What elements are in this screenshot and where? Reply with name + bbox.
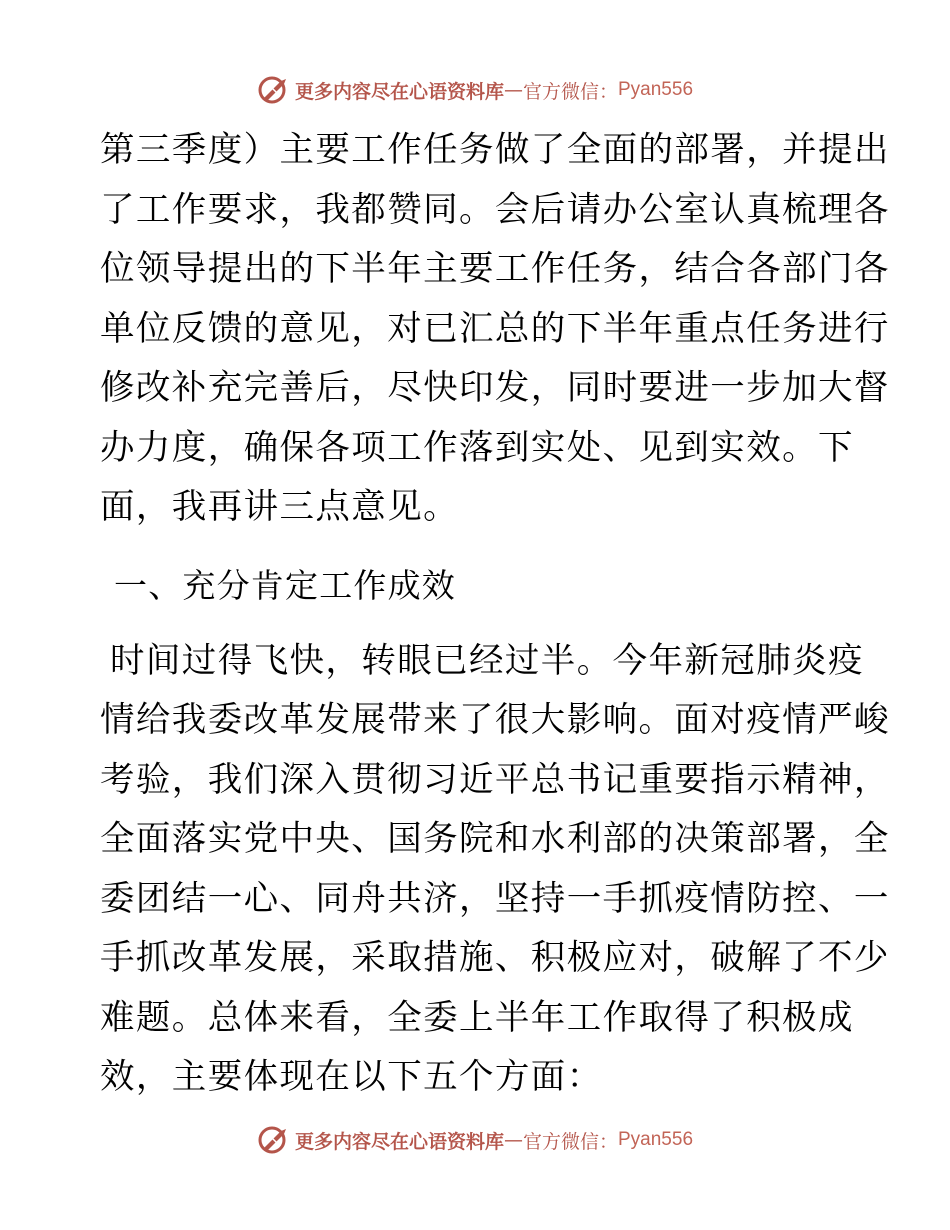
section-heading: 一、充分肯定工作成效 [114,565,456,605]
pen-logo-icon [257,73,291,107]
banner-wechat-label: 官方微信： [522,1130,618,1153]
paragraph-2 [100,632,890,1108]
text-line: 修改补充完善后，尽快印发，同时要进一步加大督 [100,368,890,408]
banner-wechat-label: 官方微信： [522,80,618,103]
banner-title: 更多内容尽在心语资料库 [294,80,504,103]
text-line: 面，我再讲三点意见。 [100,487,459,527]
text-line: 位领导提出的下半年主要工作任务，结合各部门各 [100,249,890,289]
text-line: 办力度，确保各项工作落到实处、见到实效。下 [100,427,854,468]
banner-wechat-id: Pyan556 [618,1129,694,1150]
text-line: 了工作要求，我都赞同。会后请办公室认真梳理各 [100,189,890,230]
text-line: 单位反馈的意见，对已汇总的下半年重点任务进行 [100,308,890,349]
text-line: 难题。总体来看，全委上半年工作取得了积极成 [100,997,854,1038]
banner-title: 更多内容尽在心语资料库 [294,1130,504,1153]
header-banner [0,70,950,110]
text-line: 情给我委改革发展带来了很大影响。面对疫情严峻 [100,700,890,740]
text-line: 委团结一心、同舟共济，坚持一手抓疫情防控、一 [100,878,890,919]
banner-separator: — [503,79,523,101]
banner-wechat-id: Pyan556 [618,79,694,100]
banner-separator: — [503,1129,523,1151]
footer-banner [0,1120,950,1160]
text-line: 全面落实党中央、国务院和水利部的决策部署，全 [100,819,890,859]
text-line: 第三季度）主要工作任务做了全面的部署，并提出 [100,130,890,170]
text-line: 手抓改革发展，采取措施、积极应对，破解了不少 [100,938,890,978]
paragraph-1 [100,121,890,538]
document-body [100,121,890,1108]
text-line: 时间过得飞快，转眼已经过半。今年新冠肺炎疫 [110,640,864,681]
text-line: 考验，我们深入贯彻习近平总书记重要指示精神， [100,759,890,800]
text-line: 效，主要体现在以下五个方面： [100,1057,603,1097]
pen-logo-icon [257,1123,291,1157]
